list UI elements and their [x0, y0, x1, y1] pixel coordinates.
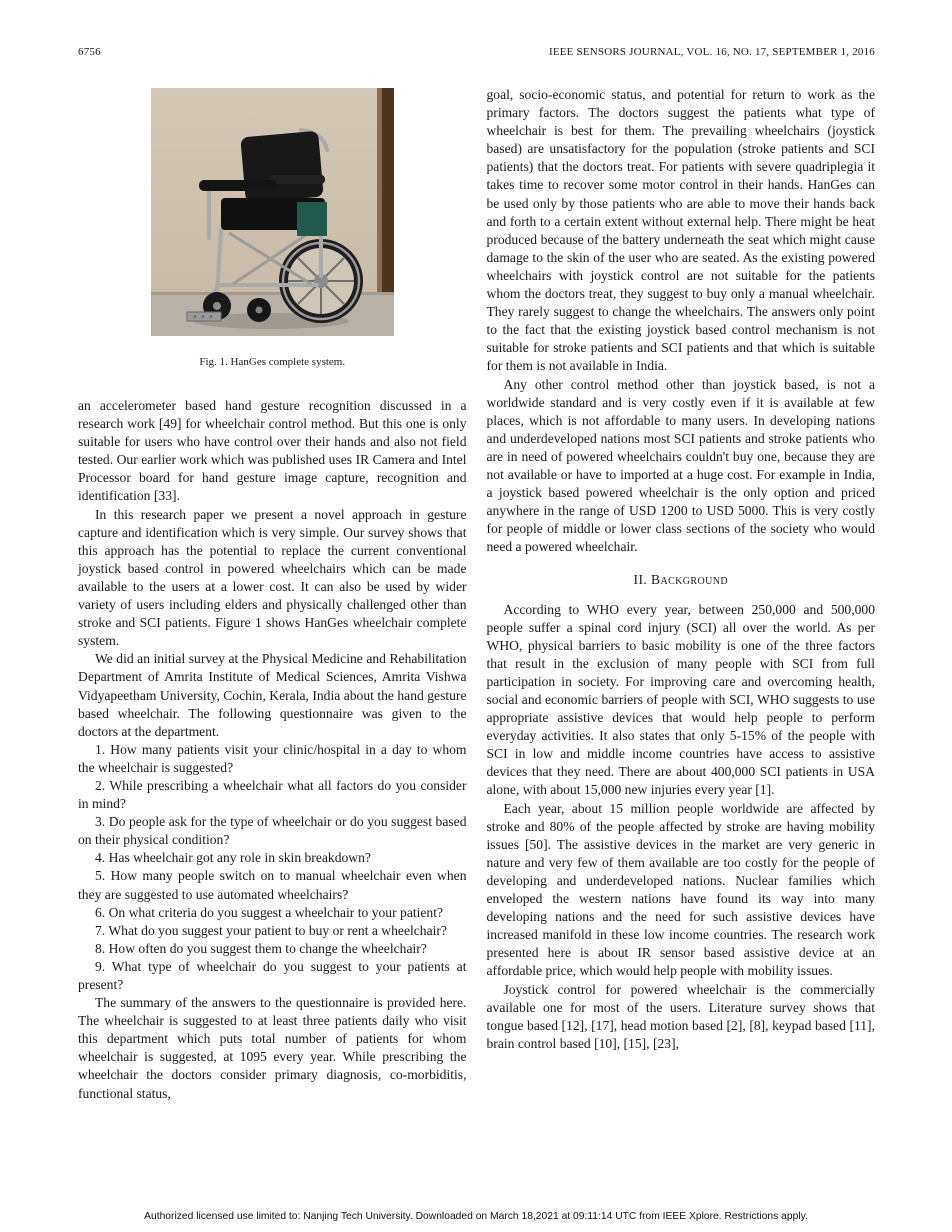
question-item: 4. Has wheelchair got any role in skin breakdown?: [95, 850, 371, 866]
body-paragraph: We did an initial survey at the Physical Medicine and Rehabilitation Department of Amrita Institute of Medical Sciences, Amrita Vishwa Vidyapeetham University, Cochin, Kerala, India about the hand gesture based wheelchair. The following questionnaire was given to the doctors at the department.: [78, 651, 467, 739]
question-item: 7. What do you suggest your patient to buy or rent a wheelchair?: [95, 922, 447, 938]
body-paragraph: goal, socio-economic status, and potential for return to work as the primary factors. The doctors suggest the patients what type of wheelchair is best for them. The prevailing wheelchairs (joystick based) are unsatisfactory for the population (stroke patients and SCI patients) that the doctors treat. For patients with severe quadriplegia it takes time to recover some motor control in their hands. HanGes can be used only by those patients who are able to move their hands back and forth to a certain extent without external help. There might be heat produced because of the battery underneath the seat which might cause damage to the skin of the user who are seated. As the existing powered wheelchairs with joystick control are not suitable for the patients whom the doctors treat, they suggest to buy only a manual wheelchair. They rarely suggest to change the wheelchairs. The answers only point to the fact that the existing joystick based control mechanism is not suitable for stroke patients and SCI patients and that which is suitable for them is not available in India.: [486, 87, 875, 374]
wheelchair-photo: [151, 88, 394, 336]
body-paragraph: Each year, about 15 million people worldwide are affected by stroke and 80% of the people affected by stroke are having mobility issues [50]. The assistive devices in the market are very generic in nature and very few of them available are too costly for the people of developing and underdeveloped nations. Nuclear families which enveloped the western nations have found its way into many developing nations and the need for such assistive devices have increased manifold in these low income countries. The research work presented here is about IR sensor based assistive device at an affordable price, which would help people with mobility issues.: [486, 800, 875, 979]
footer-text: Authorized licensed use limited to: Nanjing Tech University. Downloaded on March 18,2021 at 09:11:14 UTC from IEEE Xplore. Restrictions apply.: [144, 1211, 808, 1222]
body-paragraph: Joystick control for powered wheelchair is the commercially available one for most of the users. Literature survey shows that tongue based [12], [17], head motion based [2], [8], keypad based [11], brain control based [10], [15], [23],: [486, 981, 875, 1051]
left-column: [78, 86, 467, 1103]
question-item: 5. How many people switch on to manual wheelchair even when they are suggested to use automated wheelchairs?: [78, 868, 467, 902]
question-item: 9. What type of wheelchair do you suggest to your patients at present?: [78, 958, 467, 992]
question-item: 8. How often do you suggest them to change the wheelchair?: [95, 940, 427, 956]
page-header: [78, 46, 875, 58]
page-number: 6756: [78, 46, 101, 58]
question-item: 3. Do people ask for the type of wheelchair or do you suggest based on their physical condition?: [78, 814, 467, 848]
copyright-footer: [0, 1211, 952, 1222]
figure-1: [78, 88, 467, 369]
journal-title: IEEE SENSORS JOURNAL, VOL. 16, NO. 17, SEPTEMBER 1, 2016: [548, 46, 875, 58]
body-paragraph: The summary of the answers to the questionnaire is provided here. The wheelchair is suggested to at least three patients daily who visit this department which puts total number of patients for whom wheelchair is suggested, at 1095 every year. While prescribing the wheelchair the doctors consider primary diagnosis, co-morbiditis, functional status,: [78, 995, 467, 1101]
body-paragraph: an accelerometer based hand gesture recognition discussed in a research work [49] for wheelchair control method. But this one is only suitable for users who have control over their hands and also not field tested. Our earlier work which was published uses IR Camera and Intel Processor board for hand gesture image capture, recognition and identification [33].: [78, 398, 467, 504]
question-item: 1. How many patients visit your clinic/hospital in a day to whom the wheelchair is suggested?: [78, 741, 467, 775]
body-paragraph: Any other control method other than joystick based, is not a worldwide standard and is very costly even if it is available at few places, which is not affordable to many users. In developing nations and underdeveloped nations most SCI patients and stroke patients who are in need of powered wheelchairs couldn't buy one, because they are not available or have to imported at a huge cost. For example in India, a joystick based powered wheelchair is the only option and priced anywhere in the range of USD 1200 to USD 5000. This is very costly for people of middle or lower class sections of the society who would need a powered wheelchair.: [486, 376, 875, 555]
figure-caption: Fig. 1. HanGes complete system.: [199, 356, 346, 368]
body-paragraph: In this research paper we present a novel approach in gesture capture and identification which is very simple. Our survey shows that this approach has the potential to replace the current conventional joystick based control in powered wheelchairs which can be made available to the users at a lower cost. It can also be used by wider variety of users including elders and physically challenged other than stroke and SCI patients. Figure 1 shows HanGes wheelchair complete system.: [78, 506, 467, 649]
two-column-body: [78, 86, 875, 1103]
question-item: 6. On what criteria do you suggest a wheelchair to your patient?: [95, 904, 444, 920]
right-column: [487, 86, 876, 1103]
question-item: 2. While prescribing a wheelchair what all factors do you consider in mind?: [78, 777, 467, 812]
body-paragraph: According to WHO every year, between 250,000 and 500,000 people suffer a spinal cord injury (SCI) all over the world. As per WHO, physical barriers to basic mobility is one of the three factors that result in the exclusion of many people with SCI from full participation in society. For improving care and overcoming health, social and economic barriers of people with SCI, WHO suggests to use appropriate assistive devices that would help people to perform everyday activities. It also states that only 5-15% of the people with SCI in low and middle income countries have access to assistive devices that they need. There are about 400,000 SCI patients in USA alone, with about 15,000 new injuries every year [1].: [486, 601, 875, 798]
section-heading-background: II. Background: [633, 572, 728, 588]
